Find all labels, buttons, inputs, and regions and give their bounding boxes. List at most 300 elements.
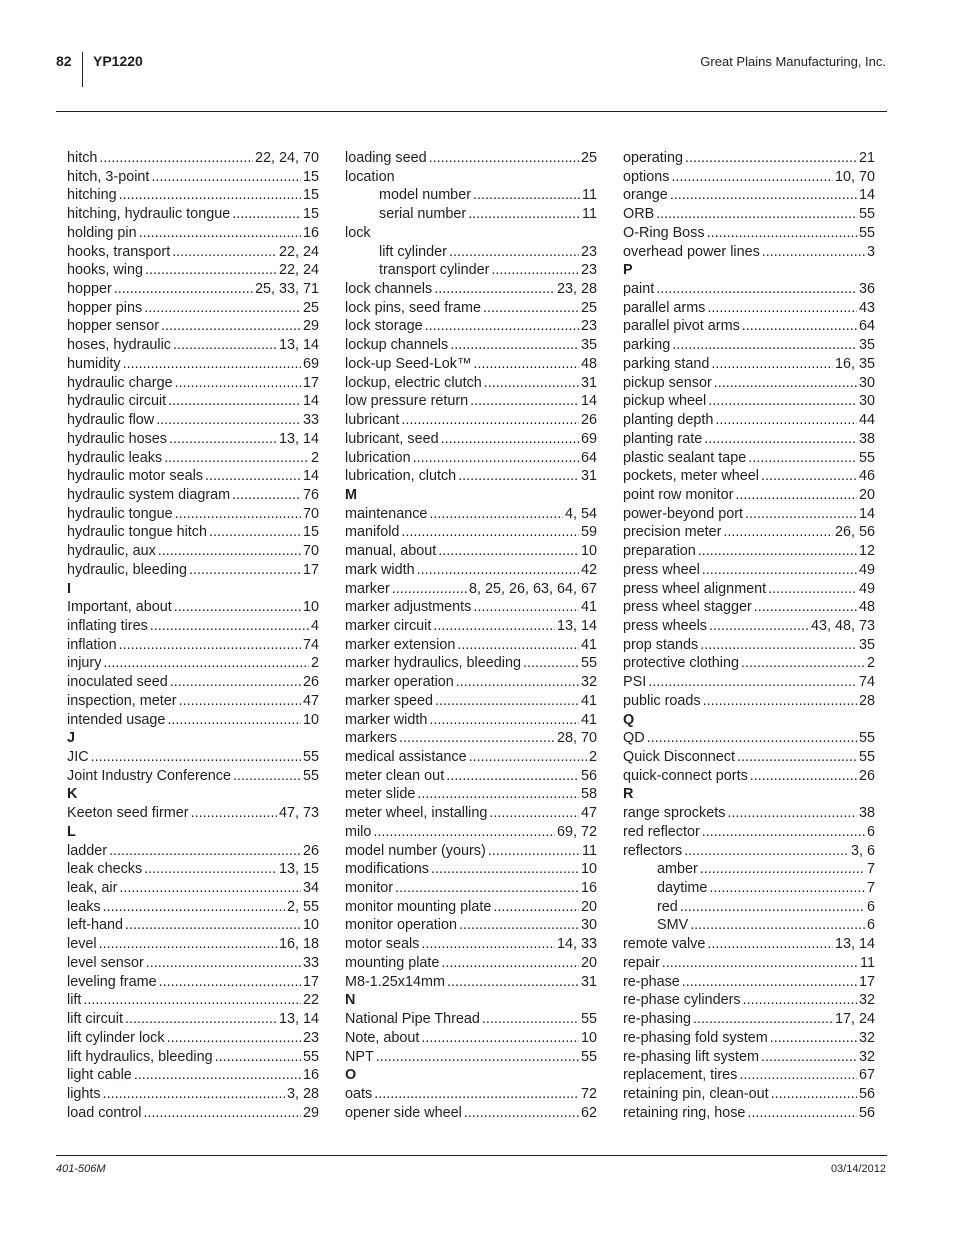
- dot-leader: [693, 1010, 833, 1029]
- index-term: transport cylinder: [379, 262, 490, 279]
- index-page-ref: 14, 33: [556, 936, 597, 953]
- index-page-ref: 6: [866, 823, 875, 840]
- dot-leader: [482, 1010, 579, 1029]
- index-term: marker width: [345, 711, 428, 728]
- index-entry: [67, 748, 319, 767]
- index-entry: [345, 280, 597, 299]
- index-entry: [623, 1085, 875, 1104]
- index-entry: [623, 935, 875, 954]
- index-page-ref: 20: [580, 898, 597, 915]
- index-column-3: [623, 149, 875, 1122]
- index-entry: [345, 1029, 597, 1048]
- dot-leader: [174, 598, 301, 617]
- dot-leader: [770, 1029, 857, 1048]
- index-page-ref: 17: [858, 973, 875, 990]
- index-term: hooks, wing: [67, 262, 143, 279]
- index-term: marker circuit: [345, 617, 432, 634]
- index-page-ref: 10: [580, 1029, 597, 1046]
- index-entry: [345, 860, 597, 879]
- index-term: pickup wheel: [623, 393, 707, 410]
- dot-leader: [457, 636, 579, 655]
- dot-leader: [429, 505, 563, 524]
- index-entry: [623, 1066, 875, 1085]
- index-entry: [623, 767, 875, 786]
- index-term: re-phase: [623, 973, 680, 990]
- dot-leader: [702, 823, 865, 842]
- index-page-ref: 10: [302, 917, 319, 934]
- index-page-ref: 10: [302, 711, 319, 728]
- index-entry: [67, 205, 319, 224]
- index-page-ref: 2: [310, 449, 319, 466]
- dot-leader: [146, 954, 301, 973]
- index-entry: [623, 430, 875, 449]
- dot-leader: [698, 542, 857, 561]
- index-entry: [67, 954, 319, 973]
- index-entry: [345, 598, 597, 617]
- dot-leader: [421, 1029, 579, 1048]
- index-page-ref: 34: [302, 880, 319, 897]
- index-page-ref: 44: [858, 412, 875, 429]
- index-term: ladder: [67, 842, 108, 859]
- index-page-ref: 29: [302, 318, 319, 335]
- index-page-ref: 23: [302, 1029, 319, 1046]
- index-entry: [67, 355, 319, 374]
- index-page-ref: 41: [580, 636, 597, 653]
- index-entry: [345, 785, 597, 804]
- dot-leader: [172, 243, 277, 262]
- index-page-ref: 26: [302, 674, 319, 691]
- index-page-ref: 11: [582, 842, 597, 859]
- index-subentry: [623, 860, 875, 879]
- index-term: holding pin: [67, 224, 137, 241]
- index-term: hitching: [67, 187, 117, 204]
- index-page-ref: 13, 14: [556, 617, 597, 634]
- index-term: point row monitor: [623, 486, 734, 503]
- index-term: lift hydraulics, bleeding: [67, 1048, 213, 1065]
- dot-leader: [145, 261, 277, 280]
- dot-leader: [103, 898, 285, 917]
- index-subentry: [345, 243, 597, 262]
- index-entry: [623, 243, 875, 262]
- index-entry: [623, 1029, 875, 1048]
- index-entry: [345, 973, 597, 992]
- index-page-ref: 55: [302, 749, 319, 765]
- index-term: planting depth: [623, 412, 714, 429]
- index-entry: [623, 617, 875, 636]
- dot-leader: [191, 804, 277, 823]
- index-term: monitor operation: [345, 917, 457, 934]
- index-entry: [623, 411, 875, 430]
- index-term: re-phasing fold system: [623, 1029, 768, 1046]
- index-page-ref: 3: [866, 243, 875, 260]
- index-column-1: [67, 149, 319, 1122]
- index-term: motor seals: [345, 936, 420, 953]
- index-entry: [67, 467, 319, 486]
- index-term: overhead power lines: [623, 243, 760, 260]
- index-page-ref: 62: [580, 1104, 597, 1121]
- dot-leader: [743, 991, 857, 1010]
- index-term: prop stands: [623, 636, 699, 653]
- index-page-ref: 17: [302, 973, 319, 990]
- index-page-ref: 48: [858, 599, 875, 616]
- index-entry: [67, 243, 319, 262]
- index-page-ref: 10: [302, 599, 319, 616]
- index-term: lock pins, seed frame: [345, 299, 481, 316]
- dot-leader: [233, 767, 301, 786]
- index-page-ref: 6: [866, 917, 875, 934]
- index-page-ref: 55: [858, 749, 875, 765]
- index-entry: [67, 280, 319, 299]
- index-term: left-hand: [67, 917, 124, 934]
- dot-leader: [700, 860, 865, 879]
- dot-leader: [125, 916, 301, 935]
- index-page-ref: 13, 14: [278, 1011, 319, 1028]
- index-page-ref: 2: [588, 749, 597, 765]
- index-page-ref: 43, 48, 73: [810, 617, 875, 634]
- index-page-ref: 58: [580, 786, 597, 803]
- index-entry: [345, 898, 597, 917]
- index-entry: [623, 692, 875, 711]
- index-page-ref: 3, 28: [286, 1085, 319, 1102]
- index-entry: [345, 748, 597, 767]
- index-term: lift cylinder: [379, 243, 447, 260]
- index-page-ref: 16: [302, 224, 319, 241]
- index-term: level: [67, 936, 97, 953]
- index-page-ref: 69: [302, 355, 319, 372]
- index-page-ref: 14: [302, 393, 319, 410]
- index-entry: [623, 673, 875, 692]
- dot-leader: [714, 374, 857, 393]
- index-term: red: [657, 898, 678, 915]
- dot-leader: [179, 692, 301, 711]
- index-term: modifications: [345, 861, 429, 878]
- index-page-ref: 23, 28: [556, 281, 597, 298]
- index-entry: [345, 580, 597, 599]
- index-page-ref: 48: [580, 355, 597, 372]
- index-entry: [345, 954, 597, 973]
- index-term: leaks: [67, 898, 101, 915]
- index-section-letter: N: [345, 992, 356, 1009]
- index-page-ref: 43: [858, 299, 875, 316]
- dot-leader: [450, 336, 579, 355]
- index-entry: [67, 860, 319, 879]
- dot-leader: [399, 729, 555, 748]
- index-page-ref: 2: [310, 655, 319, 672]
- dot-leader: [737, 748, 857, 767]
- index-entry: [345, 1048, 597, 1067]
- dot-leader: [742, 317, 857, 336]
- index-term: hydraulic tongue hitch: [67, 524, 207, 541]
- index-entry: [623, 823, 875, 842]
- index-term: hydraulic motor seals: [67, 468, 203, 485]
- index-term: load control: [67, 1104, 142, 1121]
- index-entry: [623, 842, 875, 861]
- index-page-ref: 74: [858, 674, 875, 691]
- dot-leader: [168, 392, 301, 411]
- dot-leader: [143, 1104, 301, 1123]
- index-page-ref: 32: [858, 1048, 875, 1065]
- index-page-ref: 23: [580, 262, 597, 279]
- index-entry: [623, 542, 875, 561]
- index-entry: [67, 186, 319, 205]
- index-entry: [345, 392, 597, 411]
- dot-leader: [747, 1104, 857, 1123]
- index-entry: [67, 317, 319, 336]
- index-term: lock-up Seed-Lok™: [345, 355, 472, 372]
- index-term: re-phasing: [623, 1011, 691, 1028]
- dot-leader: [119, 636, 301, 655]
- index-page-ref: 10, 70: [834, 168, 875, 185]
- index-page-ref: 56: [580, 767, 597, 784]
- index-term: humidity: [67, 355, 121, 372]
- index-page-ref: 49: [858, 561, 875, 578]
- index-page-ref: 41: [580, 692, 597, 709]
- index-term: precision meter: [623, 524, 722, 541]
- index-section-letter: I: [67, 580, 71, 597]
- index-term: mark width: [345, 561, 415, 578]
- index-entry: [67, 486, 319, 505]
- index-term: model number (yours): [345, 842, 486, 859]
- dot-leader: [119, 186, 301, 205]
- dot-leader: [484, 374, 579, 393]
- index-term: lubricant, seed: [345, 430, 439, 447]
- index-entry: [67, 935, 319, 954]
- index-page-ref: 23: [580, 318, 597, 335]
- index-entry: [623, 654, 875, 673]
- index-term: manual, about: [345, 543, 437, 560]
- dot-leader: [745, 505, 857, 524]
- index-term: leak checks: [67, 861, 143, 878]
- index-page-ref: 64: [858, 318, 875, 335]
- index-term: retaining ring, hose: [623, 1104, 746, 1121]
- dot-leader: [684, 842, 849, 861]
- index-page-ref: 17, 24: [834, 1011, 875, 1028]
- index-entry: [345, 1010, 597, 1029]
- dot-leader: [735, 486, 857, 505]
- index-term: mounting plate: [345, 954, 440, 971]
- dot-leader: [739, 1066, 857, 1085]
- index-page-ref: 20: [858, 486, 875, 503]
- dot-leader: [167, 1029, 301, 1048]
- index-page-ref: 15: [302, 524, 319, 541]
- index-page-ref: 13, 15: [278, 861, 319, 878]
- index-entry: [67, 449, 319, 468]
- index-term: parking: [623, 337, 671, 354]
- index-entry: [67, 561, 319, 580]
- index-page-ref: 55: [858, 206, 875, 223]
- index-term: meter clean out: [345, 767, 445, 784]
- index-term: lubrication, clutch: [345, 468, 457, 485]
- index-term: hydraulic, bleeding: [67, 561, 188, 578]
- index-term: hydraulic hoses: [67, 430, 167, 447]
- index-term: low pressure return: [345, 393, 469, 410]
- index-term: monitor mounting plate: [345, 898, 492, 915]
- index-entry: [67, 767, 319, 786]
- index-entry: [67, 392, 319, 411]
- index-entry: [345, 636, 597, 655]
- dot-leader: [125, 1010, 277, 1029]
- dot-leader: [209, 523, 301, 542]
- index-term: maintenance: [345, 505, 428, 522]
- dot-leader: [709, 617, 809, 636]
- index-entry: [623, 467, 875, 486]
- dot-leader: [707, 224, 857, 243]
- index-page-ref: 76: [302, 486, 319, 503]
- index-term: lockup channels: [345, 337, 449, 354]
- index-page-ref: 14: [858, 187, 875, 204]
- index-entry: [623, 205, 875, 224]
- index-entry: [345, 823, 597, 842]
- index-page-ref: 32: [858, 1029, 875, 1046]
- index-term: planting rate: [623, 430, 703, 447]
- index-term: medical assistance: [345, 749, 467, 765]
- index-term: lift: [67, 992, 82, 1009]
- dot-leader: [401, 411, 579, 430]
- index-entry: [623, 168, 875, 187]
- index-page-ref: 15: [302, 168, 319, 185]
- index-entry: [67, 505, 319, 524]
- dot-leader: [417, 785, 579, 804]
- dot-leader: [700, 636, 857, 655]
- dot-leader: [690, 916, 865, 935]
- index-term: quick-connect ports: [623, 767, 748, 784]
- index-term: hydraulic, aux: [67, 543, 156, 560]
- index-term: Joint Industry Conference: [67, 767, 231, 784]
- index-term: oats: [345, 1085, 373, 1102]
- index-term: preparation: [623, 543, 696, 560]
- index-term: amber: [657, 861, 698, 878]
- page-number: 82: [56, 53, 72, 69]
- index-subentry: [623, 898, 875, 917]
- index-entry: [345, 692, 597, 711]
- dot-leader: [447, 973, 579, 992]
- index-term: replacement, tires: [623, 1067, 738, 1084]
- index-entry: [67, 411, 319, 430]
- index-entry: [345, 879, 597, 898]
- index-page-ref: 14: [858, 505, 875, 522]
- index-term: hoses, hydraulic: [67, 337, 171, 354]
- index-page-ref: 25, 33, 71: [254, 281, 319, 298]
- dot-leader: [164, 449, 309, 468]
- dot-leader: [413, 449, 579, 468]
- index-page-ref: 20: [580, 954, 597, 971]
- index-entry: [67, 1029, 319, 1048]
- index-page-ref: 49: [858, 580, 875, 597]
- index-term: JIC: [67, 749, 89, 765]
- dot-leader: [151, 168, 301, 187]
- index-entry: [345, 1104, 597, 1123]
- index-entry: [623, 954, 875, 973]
- index-page-ref: 59: [580, 524, 597, 541]
- index-page-ref: 38: [858, 430, 875, 447]
- index-page-ref: 22, 24: [278, 262, 319, 279]
- index-term: leveling frame: [67, 973, 157, 990]
- dot-leader: [704, 430, 857, 449]
- index-entry: [623, 580, 875, 599]
- index-page-ref: 15: [302, 206, 319, 223]
- index-entry: [623, 1048, 875, 1067]
- index-entry: [67, 973, 319, 992]
- index-page-ref: 23: [580, 243, 597, 260]
- index-page-ref: 16: [302, 1067, 319, 1084]
- index-page-ref: 33: [302, 954, 319, 971]
- dot-leader: [99, 935, 277, 954]
- index-term: press wheel: [623, 561, 700, 578]
- index-term: milo: [345, 823, 372, 840]
- index-entry: [67, 1085, 319, 1104]
- index-entry: [623, 505, 875, 524]
- index-term: lubricant: [345, 412, 400, 429]
- dot-leader: [215, 1048, 301, 1067]
- dot-leader: [473, 598, 579, 617]
- index-section-letter: O: [345, 1067, 357, 1084]
- index-term: Quick Disconnect: [623, 749, 735, 765]
- index-page-ref: 72: [580, 1085, 597, 1102]
- dot-leader: [435, 692, 579, 711]
- index-term: lift circuit: [67, 1011, 123, 1028]
- index-page-ref: 69, 72: [556, 823, 597, 840]
- index-term: lock: [345, 224, 371, 241]
- index-column-2: [345, 149, 597, 1122]
- index-term: SMV: [657, 917, 689, 934]
- index-entry: [345, 935, 597, 954]
- document-number: 401-506M: [56, 1163, 106, 1175]
- index-page-ref: 74: [302, 636, 319, 653]
- index-page-ref: 17: [302, 374, 319, 391]
- dot-leader: [429, 149, 579, 168]
- dot-leader: [232, 205, 301, 224]
- index-term: marker operation: [345, 674, 454, 691]
- index-term: marker hydraulics, bleeding: [345, 655, 521, 672]
- index-entry: [623, 804, 875, 823]
- dot-leader: [169, 430, 277, 449]
- index-entry: [623, 636, 875, 655]
- index-term: hydraulic flow: [67, 412, 155, 429]
- index-term: loading seed: [345, 150, 427, 166]
- index-entry: [67, 374, 319, 393]
- index-term: marker adjustments: [345, 599, 472, 616]
- index-subentry: [623, 916, 875, 935]
- index-term: Keeton seed firmer: [67, 805, 189, 822]
- index-term: marker: [345, 580, 390, 597]
- dot-leader: [708, 392, 857, 411]
- index-page-ref: 7: [866, 861, 875, 878]
- dot-leader: [680, 898, 865, 917]
- index-entry: [67, 617, 319, 636]
- dot-leader: [421, 935, 555, 954]
- index-page-ref: 22, 24: [278, 243, 319, 260]
- index-term: reflectors: [623, 842, 683, 859]
- index-entry: [345, 411, 597, 430]
- index-page-ref: 69: [580, 430, 597, 447]
- dot-leader: [707, 299, 857, 318]
- index-page-ref: 55: [302, 1048, 319, 1065]
- index-subentry: [623, 879, 875, 898]
- index-entry: [67, 1048, 319, 1067]
- dot-leader: [672, 336, 857, 355]
- dot-leader: [702, 561, 857, 580]
- index-term: hitch: [67, 150, 98, 166]
- index-page-ref: 35: [858, 636, 875, 653]
- dot-leader: [150, 617, 309, 636]
- index-entry: [623, 392, 875, 411]
- dot-leader: [433, 617, 555, 636]
- index-entry: [623, 317, 875, 336]
- dot-leader: [189, 561, 301, 580]
- index-term: range sprockets: [623, 805, 726, 822]
- dot-leader: [682, 973, 857, 992]
- index-page-ref: 10: [580, 543, 597, 560]
